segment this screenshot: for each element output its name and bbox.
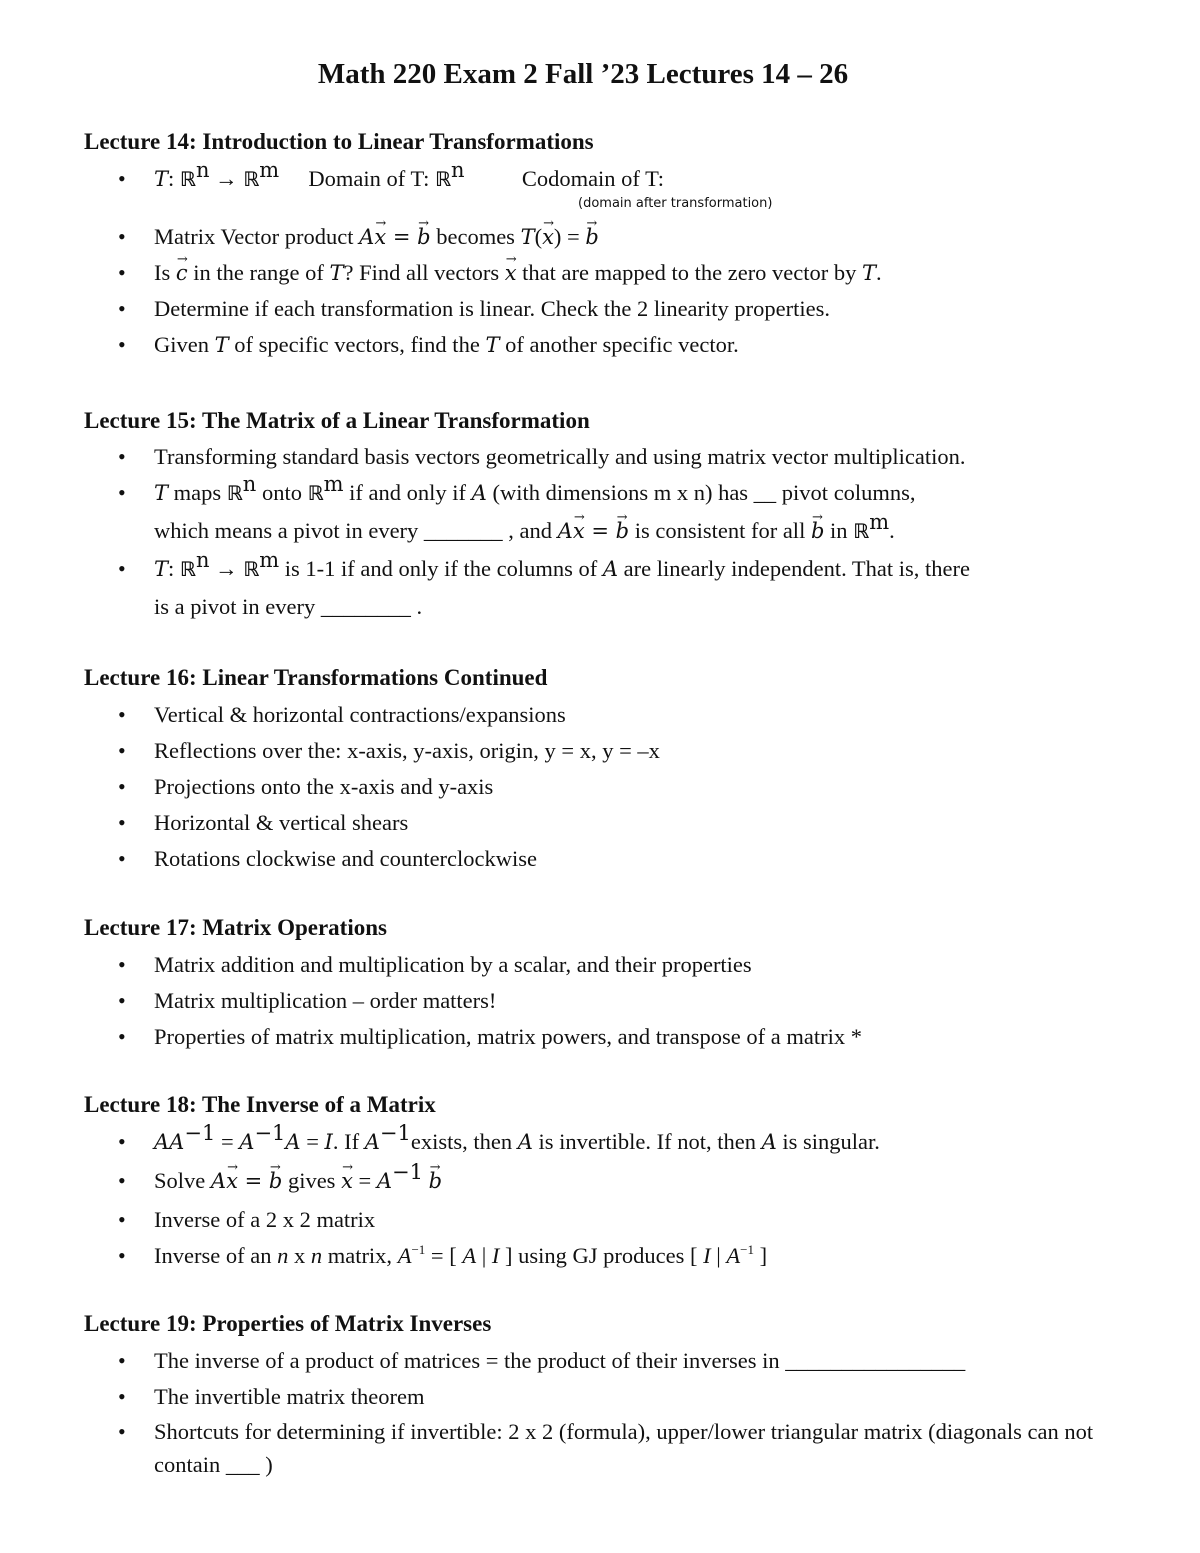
lecture-16-section	[84, 663, 1164, 877]
lecture-15-heading: Lecture 15: The Matrix of a Linear Transformation	[84, 408, 590, 433]
lecture-15-section	[84, 406, 1164, 626]
lecture-16-list	[84, 697, 1164, 877]
list-item: • Matrix addition and multiplication by a scalar, and their properties	[84, 947, 1164, 983]
lecture-19-list	[84, 1343, 1164, 1481]
list-item: • The inverse of a product of matrices = the product of their inverses in ________________	[84, 1343, 1164, 1379]
lecture-18-section	[84, 1090, 1164, 1274]
list-item: • Horizontal & vertical shears	[84, 805, 1164, 841]
lecture-19-section	[84, 1309, 1164, 1481]
list-item: • Vertical & horizontal contractions/expansions	[84, 697, 1164, 733]
domain-label: Domain of T:	[308, 166, 430, 191]
list-item: • Projections onto the x-axis and y-axis	[84, 769, 1164, 805]
list-item: • T: ℝ$^n$ → ℝ$^m$ is 1-1 if and only if the columns of A are linearly independent. That is, there is a pivot in every ________ .	[84, 550, 1164, 626]
list-item: • Is → c in the range of T? Find all vectors → x that are mapped to the zero vector by T.	[84, 255, 1164, 291]
list-item: • Inverse of a 2 x 2 matrix	[84, 1202, 1164, 1238]
lecture-16-heading: Lecture 16: Linear Transformations Continued	[84, 665, 548, 690]
list-item: • T: ℝ$^n$ → ℝ$^m$ Domain of T: ℝ$^n$ Codomain of T:	[84, 161, 1164, 219]
codomain-note: (domain after transformation)	[578, 196, 773, 211]
list-item: • The invertible matrix theorem	[84, 1379, 1164, 1415]
lecture-19-heading: Lecture 19: Properties of Matrix Inverses	[84, 1311, 492, 1336]
list-item: • Inverse of an n x n matrix, $A^{-1}$ = [ A | I ] using GJ produces [ I | $A^{-1}$ ]	[84, 1238, 1164, 1274]
lecture-18-list	[84, 1121, 1164, 1274]
lecture-14-heading: Lecture 14: Introduction to Linear Transformations	[84, 129, 594, 154]
page-title: Math 220 Exam 2 Fall ’23 Lectures 14 – 26	[317, 58, 849, 90]
list-item: • Solve A→ x = → b gives → $x = A^{-1} \to b$	[84, 1160, 1164, 1202]
list-item: • Shortcuts for determining if invertible: 2 x 2 (formula), upper/lower triangular matrix (diagonals can not contain ___ )	[84, 1415, 1164, 1481]
list-item: • Determine if each transformation is linear. Check the 2 linearity properties.	[84, 291, 1164, 327]
list-item: • Transforming standard basis vectors geometrically and using matrix vector multiplication.	[84, 440, 1164, 474]
list-item: • Given T of specific vectors, find the T of another specific vector.	[84, 327, 1164, 363]
lecture-15-list	[84, 440, 1164, 626]
lecture-14-list	[84, 158, 1164, 363]
lecture-17-list	[84, 947, 1164, 1055]
lecture-18-heading: Lecture 18: The Inverse of a Matrix	[84, 1092, 436, 1117]
list-item: • Properties of matrix multiplication, matrix powers, and transpose of a matrix *	[84, 1019, 1164, 1055]
list-item: • $AA^{-1} = A^{-1}A = I$. If $A^{-1}exists$, then A is invertible. If not, then A is singular.	[84, 1124, 1164, 1160]
list-item: • Reflections over the: x-axis, y-axis, origin, y = x, y = –x	[84, 733, 1164, 769]
list-item: • Rotations clockwise and counterclockwise	[84, 841, 1164, 877]
lecture-14-section	[84, 127, 1164, 363]
lecture-17-section	[84, 913, 1164, 1055]
list-item: • Matrix Vector product A→ x = → b becomes T(→ x) = → b	[84, 219, 1164, 255]
codomain-label: Codomain of T:	[521, 166, 665, 191]
lecture-17-heading: Lecture 17: Matrix Operations	[84, 915, 387, 940]
list-item: • Matrix multiplication – order matters!	[84, 983, 1164, 1019]
list-item: • T maps ℝ$^n$ onto ℝ$^m$ if and only if A (with dimensions m x n) has __ pivot columns, which means a pivot in every _______ , and A→ x = → b is consistent for all → b in ℝ$^m$.	[84, 474, 1164, 550]
